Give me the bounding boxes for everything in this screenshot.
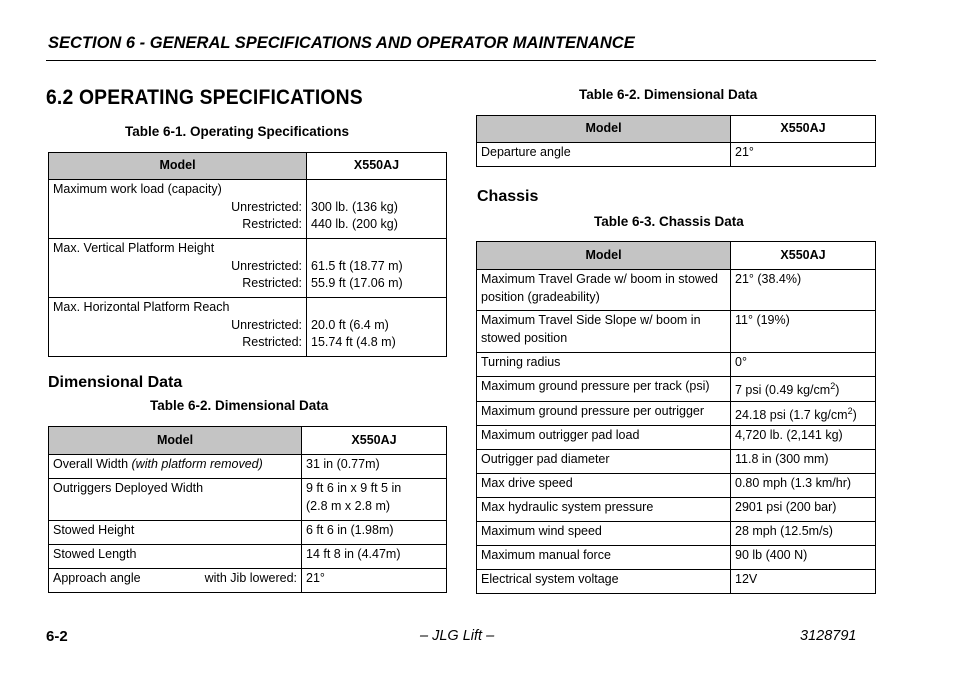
- table-6-3-caption: Table 6-3. Chassis Data: [594, 214, 744, 229]
- condition-label: Restricted:: [242, 335, 302, 349]
- dimensional-data-table: [48, 426, 447, 593]
- row-value: 90 lb (400 N): [731, 546, 876, 570]
- table-row-value: [731, 401, 876, 426]
- page-title: 6.2 OPERATING SPECIFICATIONS: [46, 86, 363, 109]
- superscript: 2: [830, 381, 836, 391]
- row-value: (2.8 m x 2.8 m): [306, 498, 391, 513]
- header-rule: [46, 60, 876, 61]
- page-number: 6-2: [46, 628, 68, 645]
- column-header-model: Model: [477, 242, 731, 270]
- row-value: 61.5 ft (18.77 m): [311, 258, 403, 273]
- dimensional-data-continued-table: [476, 115, 876, 167]
- table-row-value: [302, 479, 447, 521]
- row-label: Maximum Travel Grade w/ boom in stowed position (gradeability): [477, 270, 731, 311]
- table-row-label: [49, 298, 307, 357]
- row-value: 14 ft 8 in (4.47m): [302, 545, 447, 569]
- row-value: 11.8 in (300 mm): [731, 450, 876, 474]
- row-value: 11° (19%): [731, 311, 876, 353]
- chassis-data-table: [476, 241, 876, 594]
- chassis-heading: Chassis: [477, 188, 539, 205]
- condition-label: with Jib lowered:: [204, 571, 297, 585]
- row-label: Stowed Height: [49, 521, 302, 545]
- row-value: 2901 psi (200 bar): [731, 498, 876, 522]
- row-value: 31 in (0.77m): [302, 455, 447, 479]
- column-header-model: Model: [477, 116, 731, 143]
- table-row-value: [307, 180, 447, 239]
- condition-label: Restricted:: [242, 276, 302, 290]
- row-value: 440 lb. (200 kg): [311, 217, 398, 231]
- condition-label: Unrestricted:: [231, 317, 302, 332]
- row-label: Departure angle: [477, 143, 731, 167]
- row-label: Max. Vertical Platform Height: [53, 241, 215, 255]
- row-value: 300 lb. (136 kg): [311, 199, 398, 214]
- footer-brand: – JLG Lift –: [420, 628, 495, 644]
- row-value: 0.80 mph (1.3 km/hr): [731, 474, 876, 498]
- column-header-value: X550AJ: [302, 427, 447, 455]
- row-label: Outrigger pad diameter: [477, 450, 731, 474]
- row-label: Maximum outrigger pad load: [477, 426, 731, 450]
- row-value: 28 mph (12.5m/s): [731, 522, 876, 546]
- row-label: Max. Horizontal Platform Reach: [53, 300, 230, 314]
- row-label: Maximum wind speed: [477, 522, 731, 546]
- row-value: 20.0 ft (6.4 m): [311, 317, 389, 332]
- row-label: Maximum Travel Side Slope w/ boom in stowed position: [477, 311, 731, 353]
- table-row-value: [731, 377, 876, 402]
- row-value-end: ): [852, 407, 857, 422]
- row-value: 15.74 ft (4.8 m): [311, 335, 396, 349]
- column-header-value: X550AJ: [307, 153, 447, 180]
- table-6-2-continued-caption: Table 6-2. Dimensional Data: [579, 87, 758, 102]
- row-value: 9 ft 6 in x 9 ft 5 in: [306, 481, 402, 495]
- table-6-2-caption: Table 6-2. Dimensional Data: [150, 398, 329, 413]
- table-row-label: [49, 180, 307, 239]
- section-header: SECTION 6 - GENERAL SPECIFICATIONS AND OPERATOR MAINTENANCE: [48, 34, 635, 52]
- table-row-label: [49, 239, 307, 298]
- row-value: 7 psi (0.49 kg/cm: [735, 383, 831, 398]
- row-value: 4,720 lb. (2,141 kg): [731, 426, 876, 450]
- row-label: Outriggers Deployed Width: [49, 479, 302, 521]
- superscript: 2: [847, 405, 853, 416]
- row-value: 12V: [731, 570, 876, 594]
- dimensional-data-heading: Dimensional Data: [48, 374, 183, 391]
- row-label: Electrical system voltage: [477, 570, 731, 594]
- table-row-value: [307, 298, 447, 357]
- table-row-label: [49, 455, 302, 479]
- row-label: Turning radius: [477, 353, 731, 377]
- condition-label: Restricted:: [242, 217, 302, 231]
- condition-label: Unrestricted:: [231, 258, 302, 273]
- table-6-1-caption: Table 6-1. Operating Specifications: [125, 124, 350, 139]
- row-label: Max drive speed: [477, 474, 731, 498]
- column-header-value: X550AJ: [731, 242, 876, 270]
- row-label: Maximum ground pressure per track (psi): [477, 377, 731, 402]
- row-value: 21°: [731, 143, 876, 167]
- column-header-value: X550AJ: [731, 116, 876, 143]
- row-value: 0°: [731, 353, 876, 377]
- document-number: 3128791: [800, 628, 857, 644]
- row-value: 21° (38.4%): [731, 270, 876, 311]
- column-header-model: Model: [49, 153, 307, 180]
- row-label: Maximum work load (capacity): [53, 182, 222, 196]
- table-row-label: [49, 569, 302, 593]
- row-label: Maximum ground pressure per outrigger: [477, 401, 731, 426]
- table-row-value: [307, 239, 447, 298]
- condition-label: Unrestricted:: [231, 199, 302, 214]
- row-value-end: ): [835, 383, 840, 398]
- row-value: 55.9 ft (17.06 m): [311, 276, 403, 290]
- row-label: Max hydraulic system pressure: [477, 498, 731, 522]
- operating-specifications-table: [48, 152, 447, 357]
- row-value: 6 ft 6 in (1.98m): [302, 521, 447, 545]
- column-header-model: Model: [49, 427, 302, 455]
- row-label-note: (with platform removed): [131, 457, 263, 471]
- row-label: Overall Width: [53, 457, 132, 471]
- row-value: 24.18 psi (1.7 kg/cm: [735, 407, 848, 422]
- row-value: 21°: [302, 569, 447, 593]
- row-label: Approach angle: [53, 571, 141, 585]
- row-label: Stowed Length: [49, 545, 302, 569]
- row-label: Maximum manual force: [477, 546, 731, 570]
